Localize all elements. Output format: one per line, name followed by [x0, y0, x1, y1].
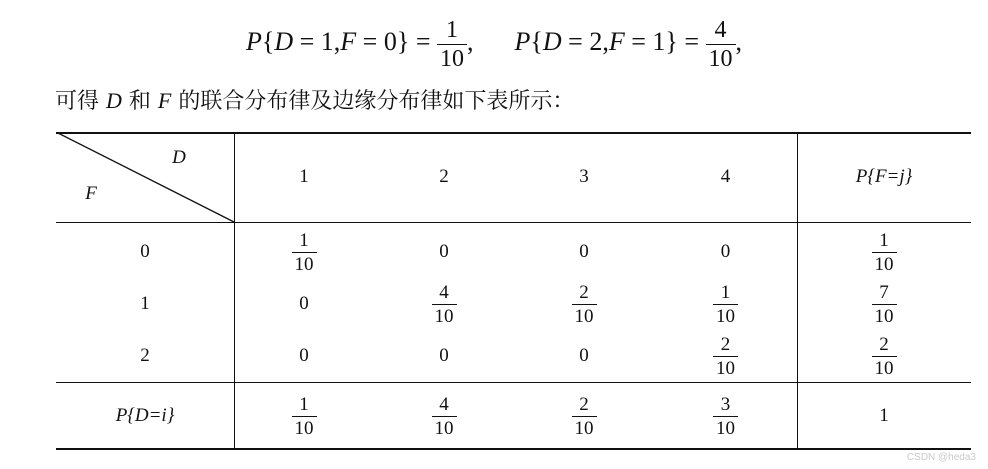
- denominator: 10: [574, 417, 594, 439]
- eq2-eq-b: = 1: [624, 27, 666, 57]
- fraction: [572, 395, 597, 438]
- eq2-P: P: [514, 27, 531, 57]
- denominator: 10: [434, 305, 454, 327]
- eq2-var-D: D: [542, 27, 562, 57]
- cell-value: 0: [299, 293, 309, 314]
- row-label-2: [56, 331, 234, 381]
- col-header-text: 2: [439, 166, 449, 187]
- denominator: 10: [574, 305, 594, 327]
- intro-suffix: 的联合分布律及边缘分布律如下表所示：: [171, 89, 575, 114]
- row-label-1: [56, 279, 234, 329]
- numerator: 3: [713, 395, 738, 417]
- denominator: 10: [874, 357, 894, 379]
- intro-var-F: F: [157, 88, 172, 113]
- eq1-var-D: D: [274, 27, 294, 57]
- cell-value: 0: [439, 345, 449, 366]
- eq1-den: 10: [440, 46, 464, 72]
- cell-value: 0: [439, 241, 449, 262]
- numerator: 2: [713, 335, 738, 357]
- col-header-marginal-F: [797, 132, 971, 222]
- numerator: 1: [292, 395, 317, 417]
- cell-value: 0: [579, 241, 589, 262]
- table-marginal-rule: [56, 382, 971, 383]
- cell-total: [797, 388, 971, 444]
- eq1-eq-a: = 1,: [293, 27, 341, 57]
- fraction: [432, 283, 457, 326]
- cell-m-4: [654, 388, 797, 444]
- eq1-sep: ,: [467, 27, 474, 57]
- intro-sentence: [55, 84, 574, 115]
- numerator: 2: [572, 283, 597, 305]
- corner-bottom-text: F: [85, 183, 97, 204]
- fraction: [432, 395, 457, 438]
- denominator: 10: [874, 305, 894, 327]
- col-header-4: [654, 132, 797, 222]
- cell-2-3: [514, 331, 654, 381]
- eq2-fraction: [706, 18, 736, 71]
- eq1-num: 1: [437, 18, 467, 45]
- cell-1-2: [374, 279, 514, 329]
- numerator: 1: [292, 231, 317, 253]
- watermark: CSDN @heda3: [906, 452, 976, 463]
- cell-value: 0: [579, 345, 589, 366]
- fraction: [872, 231, 897, 274]
- eq2-num: 4: [706, 18, 736, 45]
- denominator: 10: [716, 357, 735, 379]
- numerator: 7: [872, 283, 897, 305]
- cell-0-1: [234, 227, 374, 277]
- cell-value: 0: [299, 345, 309, 366]
- col-header-3: [514, 132, 654, 222]
- fraction: [292, 395, 317, 438]
- numerator: 2: [872, 335, 897, 357]
- col-header-text: 1: [299, 166, 309, 187]
- denominator: 10: [716, 305, 735, 327]
- eq1-P: P: [245, 27, 262, 57]
- numerator: 1: [713, 283, 738, 305]
- denominator: 10: [294, 253, 314, 275]
- cell-2-4: [654, 331, 797, 381]
- intro-prefix: 可得: [55, 89, 106, 114]
- fraction: [872, 335, 897, 378]
- denominator: 10: [716, 417, 735, 439]
- numerator: 4: [432, 283, 457, 305]
- cell-m-3: [514, 388, 654, 444]
- eq1-open: {: [261, 27, 275, 57]
- col-header-text: 3: [579, 166, 589, 187]
- eq1-equals: =: [409, 27, 437, 57]
- fraction: [292, 231, 317, 274]
- corner-label-F: [76, 182, 106, 206]
- row-label-0: [56, 227, 234, 277]
- fraction: [713, 395, 738, 438]
- table-bottom-rule: [56, 448, 971, 450]
- row-label-text: 2: [140, 345, 150, 366]
- col-header-text: P{F=j}: [855, 166, 913, 187]
- numerator: 2: [572, 395, 597, 417]
- row-label-text: 0: [140, 241, 150, 262]
- cell-value: 0: [720, 241, 731, 262]
- col-header-2: [374, 132, 514, 222]
- intro-var-D: D: [106, 88, 122, 113]
- row-label-text: 1: [140, 293, 150, 314]
- cell-1-3: [514, 279, 654, 329]
- eq2-sep: ,: [735, 27, 743, 57]
- cell-m-1: [234, 388, 374, 444]
- formula-line: [0, 18, 988, 71]
- numerator: 1: [872, 231, 897, 253]
- fraction: [713, 335, 738, 378]
- numerator: 4: [432, 395, 457, 417]
- row-label-marginal-D: [56, 388, 234, 444]
- eq2-den: 10: [708, 46, 733, 72]
- cell-value: 1: [879, 405, 889, 426]
- fraction: [713, 283, 738, 326]
- denominator: 10: [434, 417, 454, 439]
- cell-2-marginal: [797, 331, 971, 381]
- cell-1-1: [234, 279, 374, 329]
- eq1: [245, 17, 480, 72]
- col-header-1: [234, 132, 374, 222]
- eq1-fraction: [437, 18, 467, 71]
- eq1-var-F: F: [340, 27, 357, 57]
- cell-1-4: [654, 279, 797, 329]
- row-label-text: P{D=i}: [115, 405, 175, 426]
- corner-diagonal: [56, 132, 236, 223]
- eq2-var-F: F: [608, 27, 625, 57]
- cell-m-2: [374, 388, 514, 444]
- eq2: [514, 17, 743, 72]
- eq2-equals: =: [677, 27, 706, 57]
- eq2-eq-a: = 2,: [561, 27, 609, 57]
- corner-label-D: [164, 146, 194, 170]
- fraction: [872, 283, 897, 326]
- cell-0-4: [654, 227, 797, 277]
- cell-0-3: [514, 227, 654, 277]
- intro-mid: 和: [121, 89, 158, 114]
- cell-0-2: [374, 227, 514, 277]
- eq2-open: {: [530, 27, 543, 57]
- fraction: [572, 283, 597, 326]
- cell-2-2: [374, 331, 514, 381]
- col-header-text: 4: [720, 166, 731, 187]
- denominator: 10: [874, 253, 894, 275]
- corner-top-text: D: [172, 147, 186, 168]
- cell-2-1: [234, 331, 374, 381]
- cell-0-marginal: [797, 227, 971, 277]
- cell-1-marginal: [797, 279, 971, 329]
- joint-distribution-table: [56, 132, 971, 450]
- denominator: 10: [294, 417, 314, 439]
- eq1-close: }: [396, 27, 410, 57]
- eq1-eq-b: = 0: [356, 27, 397, 57]
- eq2-close: }: [665, 27, 678, 57]
